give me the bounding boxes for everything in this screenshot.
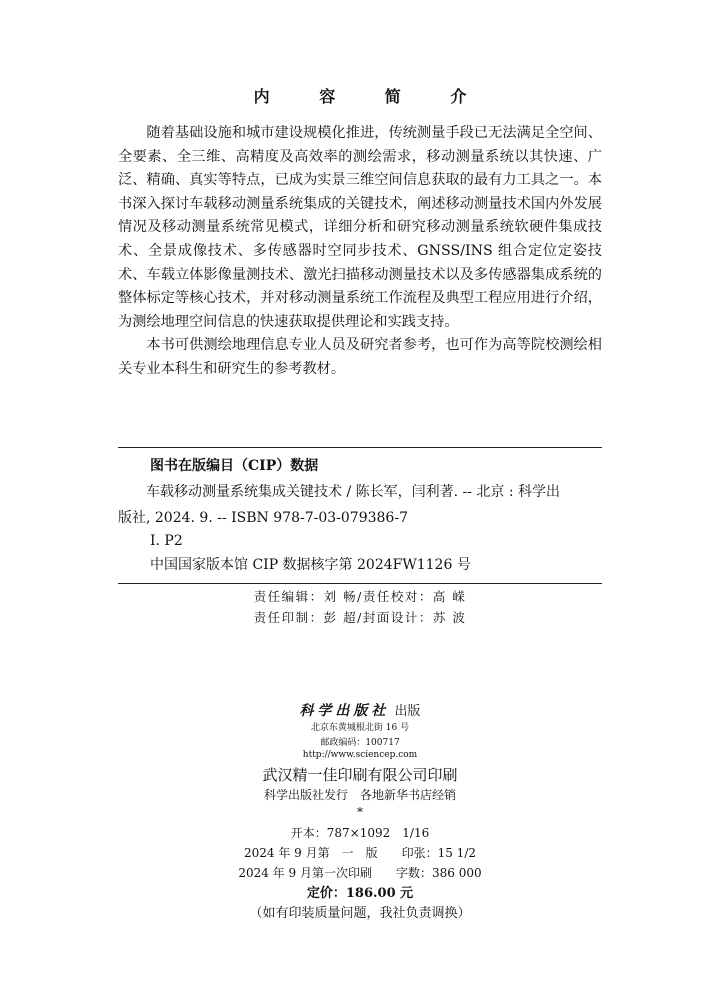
quality-note: （如有印装质量问题，我社负责调换）: [249, 906, 471, 921]
publisher-logo: 科学出版社: [299, 703, 390, 719]
printer: 武汉精一佳印刷有限公司印刷: [262, 766, 458, 784]
cip-bottom-rule: [118, 583, 602, 584]
publisher-url: http://www.sciencep.com: [302, 750, 418, 760]
printing-info: 2024 年 9 月第一次印刷 字数：386 000: [238, 866, 482, 880]
cip-line-3: I. P2: [150, 533, 183, 549]
credits-line-1: 责任编辑：刘 畅/责任校对：高 嵘: [253, 589, 467, 604]
credits-line-2: 责任印制：彭 超/封面设计：苏 波: [253, 610, 467, 625]
book-format: 开本：787×1092 1/16: [290, 826, 430, 840]
abstract: [118, 122, 602, 382]
price: 定价：186.00 元: [306, 886, 414, 901]
abstract-paragraph-2: 本书可供测绘地理信息专业人员及研究者参考，也可作为高等院校测绘相关专业本科生和研究生的参考教材。: [118, 337, 602, 377]
cip-line-2: 版社, 2024. 9. -- ISBN 978-7-03-079386-7: [118, 510, 408, 526]
publisher-address: 北京东黄城根北街 16 号: [310, 723, 410, 733]
cip-line-1: 车载移动测量系统集成关键技术 / 陈长军，闫利著. -- 北京 : 科学出: [146, 484, 561, 500]
separator-star: *: [357, 805, 363, 819]
publisher-postcode: 邮政编码：100717: [320, 738, 400, 748]
abstract-paragraph-1: 随着基础设施和城市建设规模化推进，传统测量手段已无法满足全空间、全要素、全三维、高精度及高效率的测绘需求，移动测量系统以其快速、广泛、精确、真实等特点，已成为实景三维空间信息获取的最有力工具之一。本书深入探讨车载移动测量系统集成的关键技术，阐述移动测量技术国内外发展情况及移动测量系统常见模式，详细分析和研究移动测量系统软硬件集成技术、全景成像技术、多传感器时空同步技术、GNSS/INS 组合定位定姿技术、车载立体影像量测技术、激光扫描移动测量技术以及多传感器集成系统的整体标定等核心技术，并对移动测量系统工作流程及典型工程应用进行介绍，为测绘地理空间信息的快速获取提供理论和实践支持。: [118, 125, 602, 330]
cip-top-rule: [118, 447, 602, 448]
distribution: 科学出版社发行 各地新华书店经销: [263, 788, 456, 802]
publisher-suffix: 出版: [394, 704, 421, 719]
page-title: 内 容 简 介: [253, 87, 489, 106]
cip-heading: 图书在版编目（CIP）数据: [150, 458, 319, 474]
cip-line-4: 中国国家版本馆 CIP 数据核字第 2024FW1126 号: [150, 557, 471, 573]
publisher-line: [0, 700, 720, 720]
edition-info: 2024 年 9 月第 一 版 印张：15 1/2: [243, 846, 476, 860]
